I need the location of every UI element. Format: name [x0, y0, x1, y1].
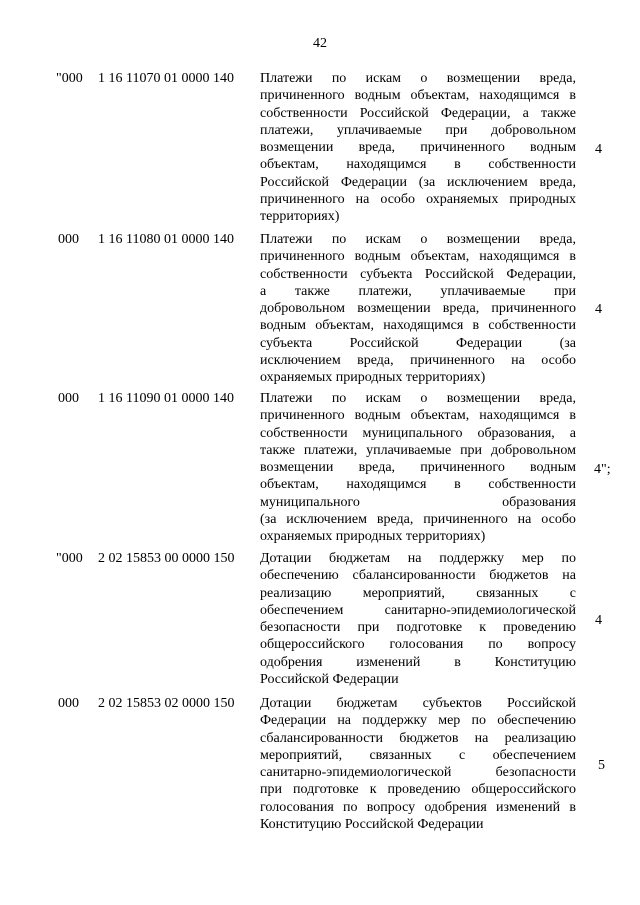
- classification-code: 2 02 15853 02 0000 150: [98, 696, 235, 711]
- word: бюджетов: [489, 568, 549, 584]
- word: к: [479, 620, 487, 636]
- word: на: [474, 730, 489, 746]
- word: подготовке: [293, 782, 359, 798]
- word: по: [343, 799, 358, 815]
- description-line: [260, 799, 576, 816]
- word: Платежи: [260, 71, 313, 86]
- word: (за: [418, 174, 436, 190]
- word: поддержку: [362, 713, 428, 729]
- description-line: [260, 139, 576, 156]
- word: Российской: [424, 266, 494, 282]
- row-description: [260, 231, 576, 387]
- word: находящимся: [346, 157, 427, 173]
- word: вреда,: [358, 140, 396, 156]
- description-line: [260, 550, 576, 567]
- word: Российской: [506, 696, 576, 711]
- word: объектам,: [410, 249, 470, 265]
- word: причиненного: [410, 353, 495, 369]
- row-prefix: 000: [58, 391, 79, 406]
- word: Федерации,: [440, 105, 511, 121]
- word: при: [260, 782, 282, 798]
- word: объектам,: [410, 408, 470, 424]
- description-line: [260, 248, 576, 265]
- word: проведению: [387, 782, 461, 798]
- row-prefix: "000: [56, 551, 83, 566]
- word: вреда,: [539, 232, 576, 247]
- description-line: [260, 352, 576, 369]
- description-line: [260, 174, 576, 191]
- word: субъекта: [360, 266, 413, 282]
- word: изменений: [356, 654, 421, 670]
- description-line: охраняемых природных территориях): [260, 370, 486, 386]
- row-value: 4: [595, 613, 602, 628]
- description-line: [260, 191, 576, 208]
- word: по: [331, 71, 347, 86]
- word: бюджетам: [329, 551, 391, 566]
- row-description: [260, 70, 576, 226]
- table-row: [0, 695, 640, 835]
- word: исключением: [446, 174, 528, 190]
- word: связанных: [476, 585, 539, 601]
- word: на: [511, 353, 525, 369]
- table-row: [0, 390, 640, 550]
- table-row: [0, 550, 640, 690]
- word: в: [472, 318, 480, 334]
- word: в: [569, 88, 576, 104]
- word: объектам,: [260, 477, 319, 493]
- description-line: [260, 231, 576, 248]
- word: с: [569, 585, 576, 601]
- row-description: [260, 695, 576, 833]
- word: (за: [559, 335, 576, 351]
- word: Дотации: [260, 551, 312, 566]
- word: обеспечению: [260, 568, 339, 584]
- word: искам: [365, 391, 402, 406]
- description-line: [260, 156, 576, 173]
- word: обеспечению: [497, 713, 576, 729]
- word: причиненного: [420, 460, 505, 476]
- word: причиненного: [420, 140, 505, 156]
- word: (за: [260, 512, 277, 528]
- word: вопросу: [366, 799, 416, 815]
- word: также: [294, 283, 330, 299]
- word: безопасности: [260, 620, 341, 636]
- word: голосования: [389, 637, 464, 653]
- description-line: [260, 87, 576, 104]
- word: субъектов: [422, 696, 482, 711]
- description-line: охраняемых природных территориях): [260, 529, 486, 545]
- word: изменений: [496, 799, 561, 815]
- word: особо: [541, 353, 576, 369]
- word: собственности: [488, 157, 576, 173]
- word: находящимся: [346, 477, 427, 493]
- word: исключением: [286, 512, 367, 528]
- word: вреда,: [539, 71, 576, 86]
- word: безопасности: [495, 765, 576, 781]
- word: общероссийского: [471, 782, 576, 798]
- word: собственности: [260, 105, 348, 121]
- word: искам: [365, 71, 402, 86]
- word: мер: [438, 713, 461, 729]
- table-row: [0, 70, 640, 230]
- description-line: [260, 476, 576, 493]
- description-line: [260, 695, 576, 712]
- word: по: [331, 232, 347, 247]
- word: находящимся: [479, 88, 560, 104]
- word: Федерации: [340, 174, 407, 190]
- description-line: [260, 390, 576, 407]
- word: добровольном: [490, 442, 576, 458]
- row-prefix: 000: [58, 232, 79, 247]
- word: возмещении: [260, 140, 334, 156]
- classification-code: 1 16 11090 01 0000 140: [98, 391, 234, 406]
- word: в: [454, 477, 461, 493]
- word: причиненного: [260, 408, 345, 424]
- word: водным: [354, 249, 401, 265]
- word: водным: [354, 408, 401, 424]
- word: находящимся: [383, 318, 464, 334]
- word: причиненного: [260, 249, 345, 265]
- description-line: [260, 494, 576, 511]
- word: Федерации,: [506, 266, 576, 282]
- row-value: 4: [595, 302, 602, 317]
- word: общероссийского: [260, 637, 365, 653]
- word: поддержку: [439, 551, 505, 566]
- word: при: [554, 283, 576, 299]
- row-description: [260, 550, 576, 688]
- description-line: [260, 425, 576, 442]
- classification-code: 1 16 11070 01 0000 140: [98, 71, 234, 86]
- word: причиненного: [260, 88, 345, 104]
- word: Федерации: [260, 713, 327, 729]
- word: по: [471, 713, 486, 729]
- word: собственности: [488, 477, 576, 493]
- word: собственности: [260, 266, 348, 282]
- word: уплачиваемые: [336, 122, 422, 138]
- word: Федерации: [456, 335, 523, 351]
- word: особо: [380, 192, 416, 208]
- word: в: [569, 799, 576, 815]
- word: на: [562, 568, 576, 584]
- word: платежи,: [260, 122, 314, 138]
- word: санитарно-эпидемиологической: [384, 602, 576, 618]
- description-line: [260, 567, 576, 584]
- word: в: [569, 408, 576, 424]
- description-line: [260, 122, 576, 139]
- description-line: [260, 712, 576, 729]
- word: Конституцию: [494, 654, 576, 670]
- word: на: [337, 713, 352, 729]
- word: в: [569, 249, 576, 265]
- word: подготовке: [396, 620, 463, 636]
- word: бюджетов: [399, 730, 459, 746]
- word: водным: [530, 460, 576, 476]
- word: Дотации: [260, 696, 312, 711]
- word: уплачиваемые: [440, 283, 526, 299]
- word: образования,: [477, 425, 555, 441]
- word: водным: [354, 88, 401, 104]
- word: находящимся: [479, 249, 560, 265]
- word: водным: [260, 318, 306, 334]
- description-line: [260, 266, 576, 283]
- word: Российской: [359, 105, 429, 121]
- word: уплачиваемые: [366, 442, 452, 458]
- word: платежи,: [303, 442, 358, 458]
- word: к: [369, 782, 377, 798]
- word: о: [420, 232, 428, 247]
- word: добровольном: [490, 122, 576, 138]
- description-line: [260, 335, 576, 352]
- row-prefix: "000: [56, 71, 83, 86]
- description-line: [260, 300, 576, 317]
- description-line: Конституцию Российской Федерации: [260, 817, 484, 833]
- word: одобрения: [424, 799, 487, 815]
- word: искам: [365, 232, 402, 247]
- word: при: [445, 122, 468, 138]
- word: возмещении: [446, 391, 521, 406]
- word: муниципального: [260, 494, 360, 510]
- word: особо: [541, 512, 576, 528]
- word: субъекта: [260, 335, 313, 351]
- word: Платежи: [260, 232, 313, 247]
- word: мер: [521, 551, 544, 566]
- row-prefix: 000: [58, 696, 79, 711]
- word: также: [260, 442, 296, 458]
- word: мероприятий,: [260, 747, 343, 763]
- description-line: территориях): [260, 209, 340, 225]
- word: одобрения: [260, 654, 323, 670]
- word: исключением: [260, 353, 341, 369]
- word: Российской: [349, 335, 419, 351]
- word: на: [355, 192, 370, 208]
- word: Платежи: [260, 391, 313, 406]
- description-line: [260, 407, 576, 424]
- word: собственности: [488, 318, 576, 334]
- word: вреда,: [376, 512, 414, 528]
- word: проведению: [503, 620, 576, 636]
- word: на: [407, 551, 422, 566]
- word: обеспечением: [492, 747, 576, 763]
- description-line: [260, 442, 576, 459]
- description-line: [260, 317, 576, 334]
- word: возмещении: [446, 71, 521, 86]
- word: реализацию: [260, 585, 332, 601]
- word: по: [488, 637, 503, 653]
- description-line: [260, 619, 576, 636]
- row-value: 4";: [594, 462, 611, 477]
- description-line: [260, 654, 576, 671]
- word: вопросу: [527, 637, 576, 653]
- word: при: [357, 620, 380, 636]
- word: на: [517, 512, 532, 528]
- word: мероприятий,: [362, 585, 445, 601]
- word: сбалансированности: [352, 568, 476, 584]
- description-line: [260, 764, 576, 781]
- classification-code: 2 02 15853 00 0000 150: [98, 551, 235, 566]
- word: реализацию: [504, 730, 576, 746]
- word: бюджетам: [336, 696, 398, 711]
- description-line: [260, 747, 576, 764]
- word: голосования: [260, 799, 334, 815]
- table-row: [0, 231, 640, 391]
- word: находящимся: [479, 408, 560, 424]
- word: с: [459, 747, 466, 763]
- word: о: [420, 391, 428, 406]
- word: вреда,: [357, 353, 394, 369]
- word: причиненного: [260, 192, 345, 208]
- word: в: [454, 654, 461, 670]
- word: добровольном: [260, 301, 346, 317]
- word: а: [522, 105, 529, 121]
- word: возмещении: [357, 301, 431, 317]
- description-line: [260, 585, 576, 602]
- description-line: [260, 636, 576, 653]
- row-description: [260, 390, 576, 546]
- word: причиненного: [423, 512, 508, 528]
- word: платежи,: [358, 283, 412, 299]
- word: связанных: [369, 747, 432, 763]
- description-line: [260, 283, 576, 300]
- word: объектам,: [410, 88, 470, 104]
- word: о: [420, 71, 428, 86]
- description-line: [260, 781, 576, 798]
- word: а: [569, 425, 576, 441]
- word: вреда,: [539, 174, 576, 190]
- description-line: [260, 105, 576, 122]
- word: образования: [502, 494, 576, 510]
- word: природных: [509, 192, 576, 208]
- word: охраняемых: [426, 192, 499, 208]
- word: собственности: [260, 425, 348, 441]
- word: а: [260, 283, 267, 299]
- word: также: [540, 105, 576, 121]
- word: Российской: [260, 174, 329, 190]
- description-line: [260, 602, 576, 619]
- word: вреда,: [442, 301, 480, 317]
- description-line: [260, 730, 576, 747]
- word: по: [331, 391, 347, 406]
- word: вреда,: [539, 391, 576, 406]
- word: причиненного: [491, 301, 576, 317]
- word: возмещении: [446, 232, 521, 247]
- description-line: [260, 70, 576, 87]
- word: объектам,: [260, 157, 319, 173]
- description-line: [260, 459, 576, 476]
- word: объектам,: [315, 318, 374, 334]
- word: сбалансированности: [260, 730, 384, 746]
- word: в: [454, 157, 461, 173]
- row-value: 4: [595, 142, 602, 157]
- word: вреда,: [358, 460, 396, 476]
- word: муниципального: [362, 425, 463, 441]
- page-number: 42: [313, 36, 327, 51]
- word: санитарно-эпидемиологической: [260, 765, 452, 781]
- word: по: [561, 551, 576, 566]
- word: водным: [530, 140, 576, 156]
- row-value: 5: [598, 758, 605, 773]
- word: обеспечением: [260, 602, 344, 618]
- description-line: Российской Федерации: [260, 672, 399, 688]
- word: при: [460, 442, 483, 458]
- description-line: [260, 511, 576, 528]
- word: возмещении: [260, 460, 334, 476]
- classification-code: 1 16 11080 01 0000 140: [98, 232, 234, 247]
